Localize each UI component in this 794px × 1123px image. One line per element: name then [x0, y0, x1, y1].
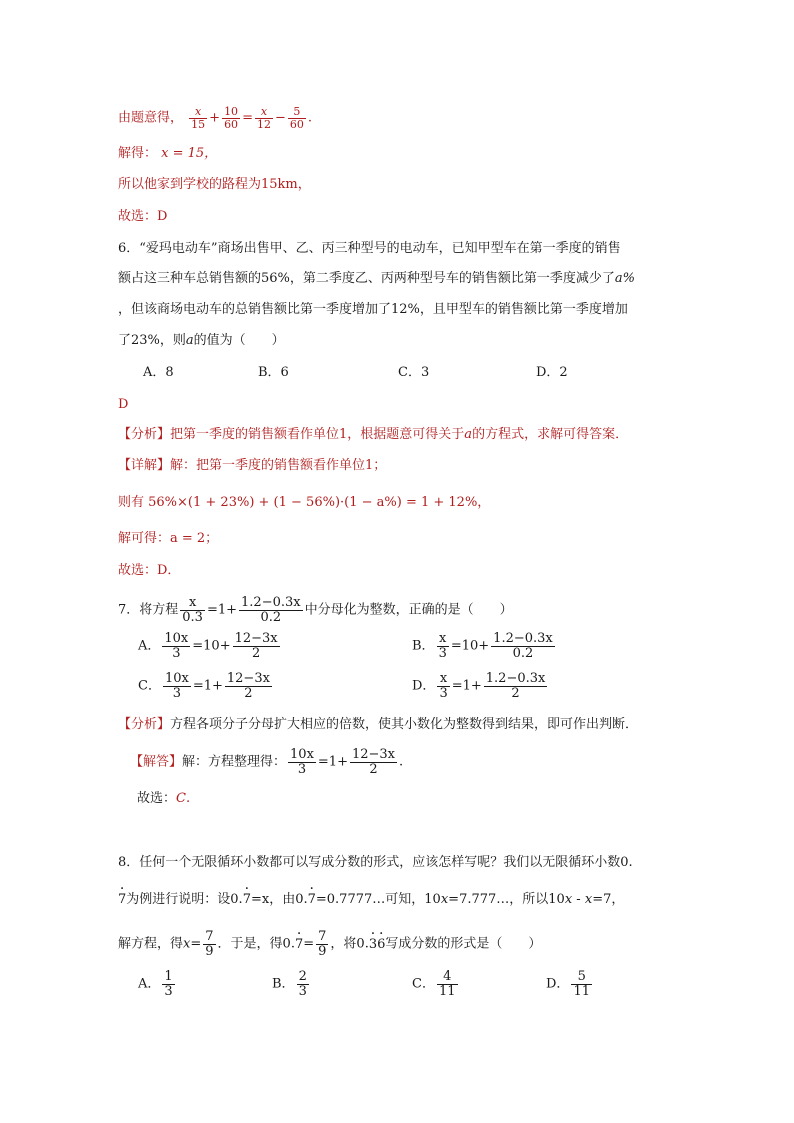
- q8-line1: 8．任何一个无限循环小数都可以写成分数的形式，应该怎样写呢？我们以无限循环小数0.: [118, 855, 633, 870]
- q7-option-d: D． $\frac{x}{3}$ =1+ $\frac{1.2-0.3x}{2}$: [412, 671, 546, 701]
- q6-option-a: A．8: [143, 365, 174, 380]
- q6-option-b: B．6: [258, 365, 289, 380]
- fraction: $\frac{1.2-0.3x}{0.2}$: [241, 595, 301, 625]
- q7-option-a: A． $\frac{10x}{3}$ =10+ $\frac{12-3x}{2}$: [138, 631, 278, 661]
- q6-analysis: 【分析】把第一季度的销售额看作单位1，根据题意可得关于a的方程式，求解可得答案．: [118, 427, 629, 442]
- q8-option-d: D． $\frac{5}{11}$: [546, 969, 590, 999]
- fraction: $\frac{10}{60}$: [224, 105, 239, 131]
- q6-answer: D: [118, 397, 129, 412]
- q6-equation: 则有 56%×(1 + 23%) + (1 − 56%)·(1 − a%) = 1 + 12%，: [118, 495, 491, 510]
- q6-option-d: D．2: [536, 365, 568, 380]
- fraction: $\frac{x}{0.3}$: [182, 595, 203, 625]
- q7-analysis: 【分析】方程各项分子分母扩大相应的倍数，使其小数化为整数得到结果，即可作出判断．: [118, 717, 639, 732]
- prev-solve: 解得： x = 15，: [118, 146, 218, 161]
- prev-choice: 故选：D: [118, 209, 168, 224]
- q7-answer: 【解答】解：方程整理得： $\frac{10x}{3}$ =1+ $\frac{12-3x}{2}$ .: [130, 747, 404, 777]
- q8-option-b: B． $\frac{2}{3}$: [272, 969, 307, 999]
- q6-line2: 额占这三种车总销售额的56%，第二季度乙、丙两种型号车的销售额比第一季度减少了a%: [118, 271, 636, 286]
- q6-option-c: C．3: [398, 365, 430, 380]
- q6-line3: ，但该商场电动车的总销售额比第一季度增加了12%，且甲型车的销售额比第一季度增加: [118, 302, 628, 317]
- fraction: $\frac{5}{60}$: [289, 105, 304, 131]
- q8-line2: · 7为例进行说明：设0.· 7=x，由0.· 7=0.7777…可知，10x=7.777…，所以10x - x=7，: [118, 891, 624, 909]
- q8-option-a: A． $\frac{1}{3}$: [138, 969, 173, 999]
- q6-detail: 【详解】解：把第一季度的销售额看作单位1；: [118, 458, 387, 473]
- fraction: $\frac{x}{12}$: [256, 105, 271, 131]
- prev-eq-intro: 由题意得，: [118, 110, 184, 126]
- q8-line3: 解方程，得x= $\frac{7}{9}$ ．于是，得0.· 7= $\frac{7}{9}$ ，将0.· 3· 6写成分数的形式是（ ）: [118, 930, 541, 958]
- q7-option-c: C． $\frac{10x}{3}$ =1+ $\frac{12-3x}{2}$: [138, 671, 270, 701]
- q6-choice: 故选：D．: [118, 563, 181, 578]
- q7-stem: 7．将方程 $\frac{x}{0.3}$ =1+ $\frac{1.2-0.3x}{0.2}$ 中分母化为整数，正确的是（ ）: [118, 595, 513, 625]
- prev-equation: 由题意得， $\frac{x}{15}$ + $\frac{10}{60}$ = $\frac{x}{12}$ − $\frac{5}{60}$ .: [118, 105, 313, 131]
- q6-line1: 6．“爱玛电动车”商场出售甲、乙、丙三种型号的电动车，已知甲型车在第一季度的销售: [118, 241, 621, 256]
- fraction: $\frac{x}{15}$: [191, 105, 206, 131]
- prev-conclusion: 所以他家到学校的路程为15km，: [118, 177, 311, 192]
- q7-choice: 故选：C.: [137, 791, 191, 806]
- q6-solve: 解可得：a = 2；: [118, 531, 219, 546]
- q8-option-c: C． $\frac{4}{11}$: [412, 969, 456, 999]
- q6-line4: 了23%，则a的值为（ ）: [118, 333, 285, 348]
- q7-option-b: B． $\frac{x}{3}$ =10+ $\frac{1.2-0.3x}{0.2}$: [412, 631, 553, 661]
